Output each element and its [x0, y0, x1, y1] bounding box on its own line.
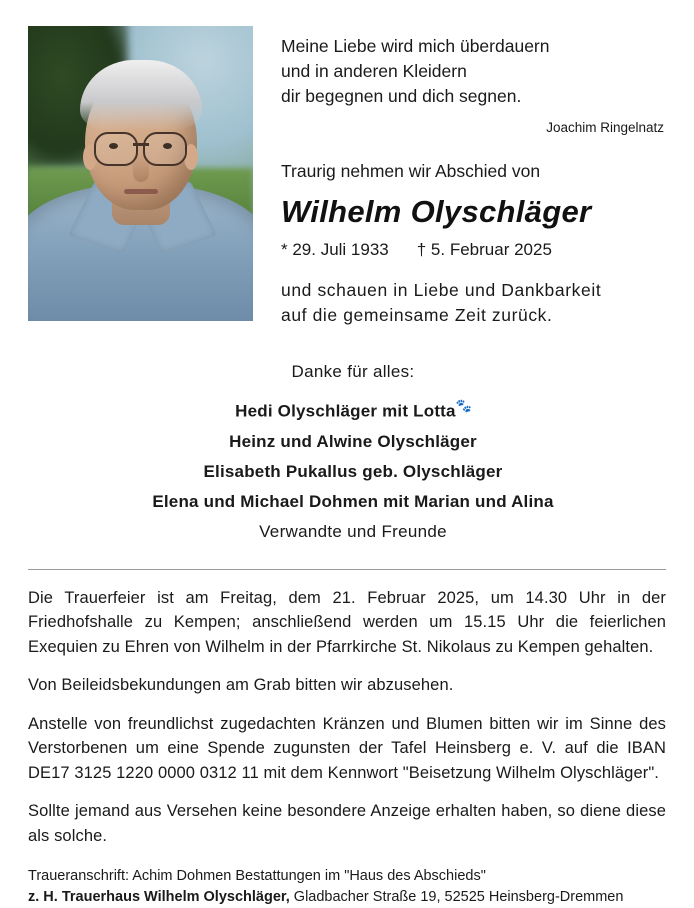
intro-text: Traurig nehmen wir Abschied von	[281, 161, 541, 181]
life-dates	[281, 240, 666, 260]
birth-date: * 29. Juli 1933	[281, 240, 389, 259]
footer-line-1: Traueranschrift: Achim Dohmen Bestattungen im "Haus des Abschieds"	[28, 868, 486, 885]
footer-recipient: z. H. Trauerhaus Wilhelm Olyschläger,	[28, 889, 290, 906]
thanks-section	[28, 362, 666, 547]
photo-nose	[133, 156, 149, 182]
photo-eye-right	[163, 143, 172, 149]
verse-author: Joachim Ringelnatz	[546, 120, 664, 135]
verse-block	[253, 26, 666, 328]
deceased-name: Wilhelm Olyschläger	[281, 194, 592, 229]
photo-eye-left	[109, 143, 118, 149]
paragraph-donation: Anstelle von freundlichst zugedachten Kränzen und Blumen bitten wir im Sinne des Verstorbenen um eine Spende zugunsten der Tafel Heinsberg e. V. auf die IBAN DE17 3125 1220 0000 0312 11 mit dem Kennwort "Beisetzung Wilhelm Olyschläger".	[28, 714, 666, 782]
family-line: Elena und Michael Dohmen mit Marian und Alina	[152, 491, 554, 511]
verse-line-3: dir begegnen und dich segnen.	[281, 86, 522, 106]
after-line-1: und schauen in Liebe und Dankbarkeit	[281, 280, 602, 300]
family-name-1: Hedi Olyschläger mit Lotta	[235, 401, 456, 421]
portrait-photo	[28, 26, 253, 321]
header-section	[28, 26, 666, 328]
photo-eyeglass-right	[143, 132, 187, 166]
thanks-lead: Danke für alles:	[291, 362, 415, 381]
footer-line-2	[28, 887, 666, 908]
photo-eyeglass-left	[94, 132, 138, 166]
family-line: Elisabeth Pukallus geb. Olyschläger	[203, 461, 503, 481]
after-text	[281, 278, 666, 328]
family-line	[40, 391, 666, 427]
photo-mouth	[124, 189, 158, 194]
after-line-2: auf die gemeinsame Zeit zurück.	[281, 305, 553, 325]
verse-line-1: Meine Liebe wird mich überdauern	[281, 36, 550, 56]
death-date: † 5. Februar 2025	[416, 240, 552, 259]
photo-eyeglass-bridge	[133, 143, 149, 146]
details-section	[28, 586, 666, 849]
paragraph-ceremony: Die Trauerfeier ist am Freitag, dem 21. Februar 2025, um 14.30 Uhr in der Friedhofshalle zu Kempen; anschließend werden um 15.15 Uhr die feierlichen Exequien zu Ehren von Wilhelm in der Pfarrkirche St. Nikolaus zu Kempen gehalten.	[28, 588, 666, 656]
family-line: Heinz und Alwine Olyschläger	[229, 431, 477, 451]
divider	[28, 569, 666, 570]
verse-line-2: und in anderen Kleidern	[281, 61, 467, 81]
footer-address	[28, 866, 666, 908]
footer-street: Gladbacher Straße 19, 52525 Heinsberg-Dremmen	[289, 889, 624, 906]
paragraph-condolences: Von Beileidsbekundungen am Grab bitten wir abzusehen.	[28, 676, 454, 695]
paw-print-icon: 🐾	[455, 398, 471, 413]
relatives-and-friends: Verwandte und Freunde	[259, 521, 447, 541]
paragraph-notice: Sollte jemand aus Versehen keine besondere Anzeige erhalten haben, so diene diese als solche.	[28, 802, 666, 845]
